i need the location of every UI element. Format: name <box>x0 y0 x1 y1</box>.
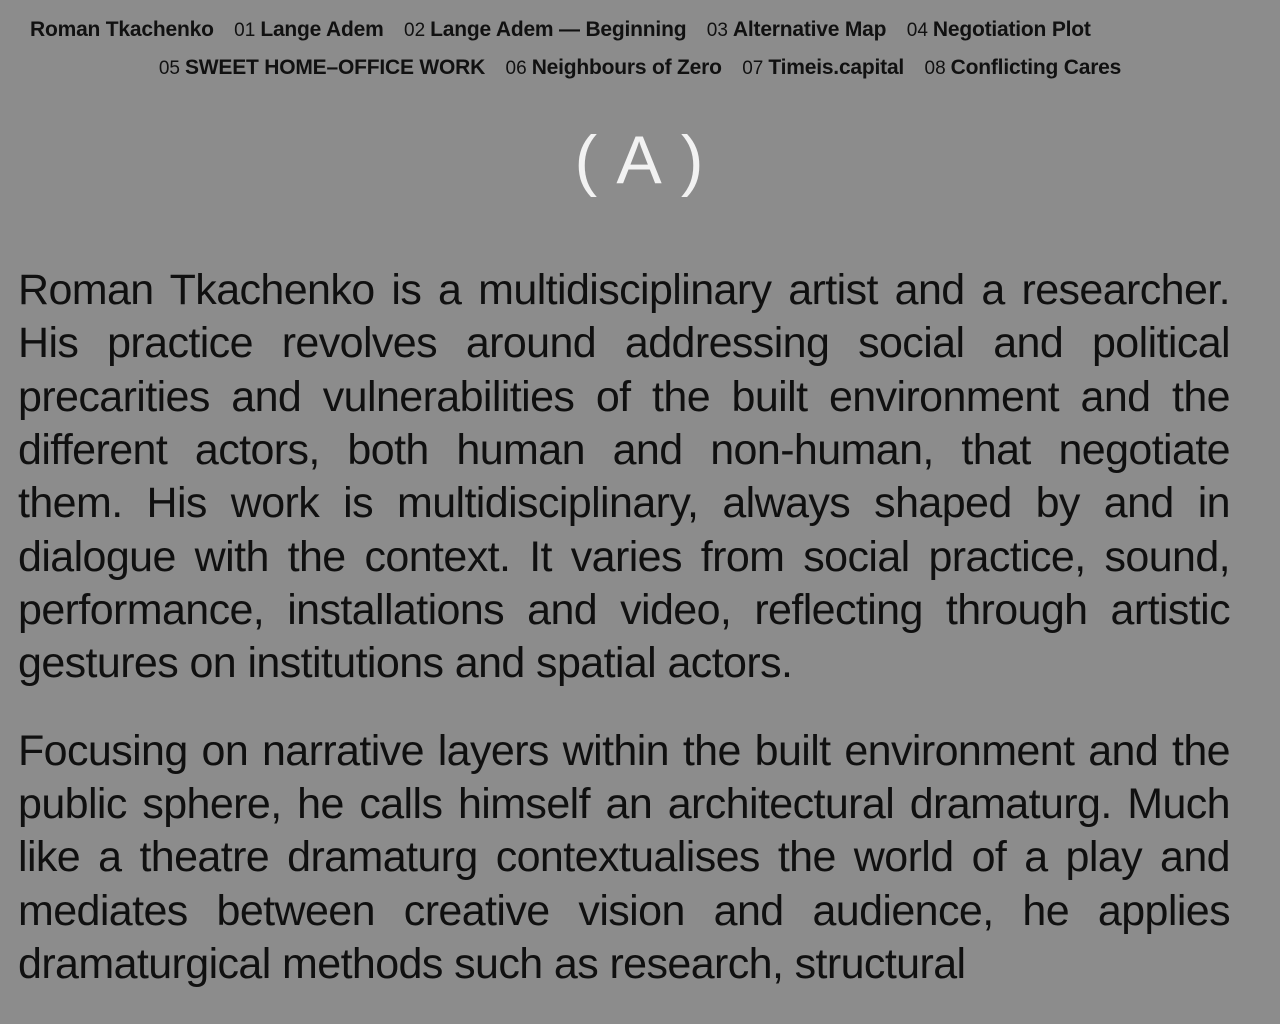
nav-item-number: 05 <box>158 57 180 79</box>
nav-item-number: 03 <box>706 20 728 41</box>
nav-item-number: 08 <box>924 57 946 79</box>
nav-item-label: Conflicting Cares <box>950 55 1122 79</box>
nav-item-label: Alternative Map <box>732 18 887 41</box>
nav-item-label: Lange Adem <box>260 18 384 41</box>
nav-item-number: 06 <box>505 57 527 79</box>
nav-item-number: 04 <box>906 20 928 41</box>
nav-item-label: Neighbours of Zero <box>531 55 722 79</box>
nav-item-number: 07 <box>742 57 764 79</box>
nav-item-alternative-map[interactable] <box>707 14 887 47</box>
nav-item-lange-adem-beginning[interactable] <box>404 14 686 47</box>
paragraph-bio: Roman Tkachenko is a multidisciplinary artist and a researcher. His practice revolves around addressing social and political precarities and vulnerabilities of the built environment and the different actors, both human and non-human, that negotiate them. His work is multidisciplinary, always shaped by and in dialogue with the context. It varies from social practice, sound, performance, installations and video, reflecting through artistic gestures on institutions and spatial actors. <box>18 266 1230 688</box>
nav-item-sweet-home-office-work[interactable] <box>159 52 485 85</box>
top-navigation <box>0 0 1280 84</box>
nav-item-conflicting-cares[interactable] <box>925 52 1122 85</box>
nav-line-primary <box>28 14 1252 47</box>
main-content <box>0 264 1280 991</box>
nav-item-brand[interactable]: Roman Tkachenko <box>30 18 214 41</box>
nav-item-lange-adem[interactable] <box>234 14 383 47</box>
paragraph-practice: Focusing on narrative layers within the built environment and the public sphere, he calls himself an architectural dramaturg. Much like a theatre dramaturg contextualises the world of a play and mediates between creative vision and audience, he applies dramaturgical methods such as research, structural <box>18 726 1230 988</box>
page-title: ( A ) <box>574 122 706 199</box>
nav-item-label: Lange Adem — Beginning <box>430 18 687 41</box>
nav-item-neighbours-of-zero[interactable] <box>506 52 722 85</box>
nav-item-timeis-capital[interactable] <box>742 52 904 85</box>
nav-item-label: Negotiation Plot <box>932 18 1091 41</box>
nav-item-label: Timeis.capital <box>768 55 905 79</box>
nav-item-number: 01 <box>234 20 256 41</box>
nav-item-number: 02 <box>404 20 426 41</box>
nav-item-label: SWEET HOME–OFFICE WORK <box>184 55 486 79</box>
nav-item-negotiation-plot[interactable] <box>907 14 1091 47</box>
nav-line-secondary <box>28 52 1252 85</box>
